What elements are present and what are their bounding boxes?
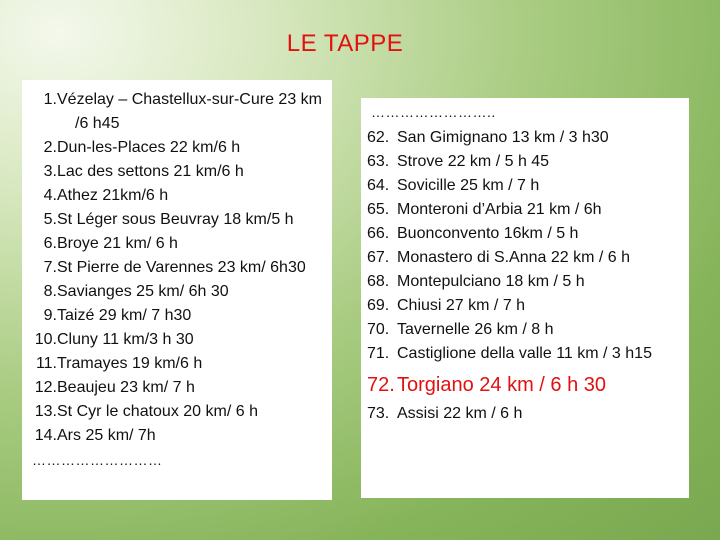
stage-text: Beaujeu 23 km/ 7 h: [57, 379, 195, 396]
list-item: [22, 280, 332, 304]
stage-number: 66.: [367, 225, 390, 242]
stage-number: 14.: [34, 427, 57, 444]
list-item: [361, 342, 689, 366]
right-stages-list: [361, 98, 689, 426]
stage-number: 12.: [34, 379, 57, 396]
highlighted-stage: [361, 370, 689, 400]
stage-number: 72.: [367, 374, 395, 396]
stage-text: San Gimignano 13 km / 3 h30: [397, 129, 609, 146]
stage-number: 62.: [367, 129, 390, 146]
stage-number: 4.: [43, 187, 57, 204]
stage-text: Assisi 22 km / 6 h: [397, 405, 523, 422]
stage-text: St Pierre de Varennes 23 km/ 6h30: [57, 259, 306, 276]
list-item: [22, 376, 332, 400]
stage-number: 69.: [367, 297, 390, 314]
list-item: [361, 402, 689, 426]
list-item: [361, 222, 689, 246]
list-item: [361, 150, 689, 174]
list-item: [22, 400, 332, 424]
list-item: [22, 160, 332, 184]
stage-text: Buonconvento 16km / 5 h: [397, 225, 579, 242]
list-item: [22, 88, 332, 136]
stage-text: Sovicille 25 km / 7 h: [397, 177, 540, 194]
stage-text: Torgiano 24 km / 6 h 30: [397, 374, 607, 396]
list-item: [22, 232, 332, 256]
list-item: [361, 198, 689, 222]
list-item: [361, 294, 689, 318]
stage-number: 71.: [367, 345, 390, 362]
stage-text: St Cyr le chatoux 20 km/ 6 h: [57, 403, 258, 420]
right-ellipsis: ……………………..: [371, 104, 496, 120]
stage-number: 11.: [35, 355, 57, 372]
stage-number: 10.: [34, 331, 57, 348]
stage-number: 67.: [367, 249, 390, 266]
stage-number: 64.: [367, 177, 390, 194]
stage-text: Monastero di S.Anna 22 km / 6 h: [397, 249, 631, 266]
list-item: [361, 318, 689, 342]
list-item: [22, 352, 332, 376]
stage-text: Vézelay – Chastellux-sur-Cure 23 km /6 h45: [57, 91, 322, 132]
stage-text: Tavernelle 26 km / 8 h: [397, 321, 554, 338]
list-item: [22, 304, 332, 328]
stage-text: Ars 25 km/ 7h: [57, 427, 156, 444]
stage-text: Broye 21 km/ 6 h: [57, 235, 178, 252]
left-stages-panel: [22, 80, 332, 500]
stage-text: Dun-les-Places 22 km/6 h: [57, 139, 241, 156]
list-item: [361, 270, 689, 294]
stage-number: 2.: [43, 139, 57, 156]
stage-number: 1.: [43, 91, 57, 108]
list-item: [361, 246, 689, 270]
list-item: [22, 208, 332, 232]
list-item: [361, 174, 689, 198]
stage-number: 5.: [43, 211, 57, 228]
list-item: [361, 126, 689, 150]
stage-text: Castiglione della valle 11 km / 3 h15: [397, 345, 652, 362]
list-item: [22, 256, 332, 280]
list-item: [22, 328, 332, 352]
left-stages-list: [22, 80, 332, 448]
stage-text: Taizé 29 km/ 7 h30: [57, 307, 192, 324]
stage-number: 6.: [43, 235, 57, 252]
stage-number: 73.: [367, 405, 390, 422]
stage-text: Athez 21km/6 h: [57, 187, 169, 204]
stage-number: 70.: [367, 321, 390, 338]
stage-number: 9.: [43, 307, 57, 324]
page-title: LE TAPPE: [286, 30, 404, 57]
stage-text: Savianges 25 km/ 6h 30: [57, 283, 229, 300]
stage-text: Chiusi 27 km / 7 h: [397, 297, 526, 314]
stage-number: 13.: [34, 403, 57, 420]
left-ellipsis: ………………………: [32, 452, 163, 468]
list-item: [22, 424, 332, 448]
list-item: [22, 136, 332, 160]
stage-text: St Léger sous Beuvray 18 km/5 h: [57, 211, 294, 228]
stage-number: 8.: [43, 283, 57, 300]
stage-number: 68.: [367, 273, 390, 290]
stage-text: Tramayes 19 km/6 h: [57, 355, 203, 372]
right-stages-panel: [361, 98, 689, 498]
stage-number: 63.: [367, 153, 390, 170]
stage-text: Lac des settons 21 km/6 h: [57, 163, 244, 180]
stage-text: Montepulciano 18 km / 5 h: [397, 273, 585, 290]
stage-text: Cluny 11 km/3 h 30: [57, 331, 194, 348]
stage-number: 65.: [367, 201, 390, 218]
stage-text: Monteroni d’Arbia 21 km / 6h: [397, 201, 602, 218]
stage-number: 3.: [43, 163, 57, 180]
stage-text: Strove 22 km / 5 h 45: [397, 153, 550, 170]
stage-number: 7.: [43, 259, 57, 276]
list-item: [22, 184, 332, 208]
